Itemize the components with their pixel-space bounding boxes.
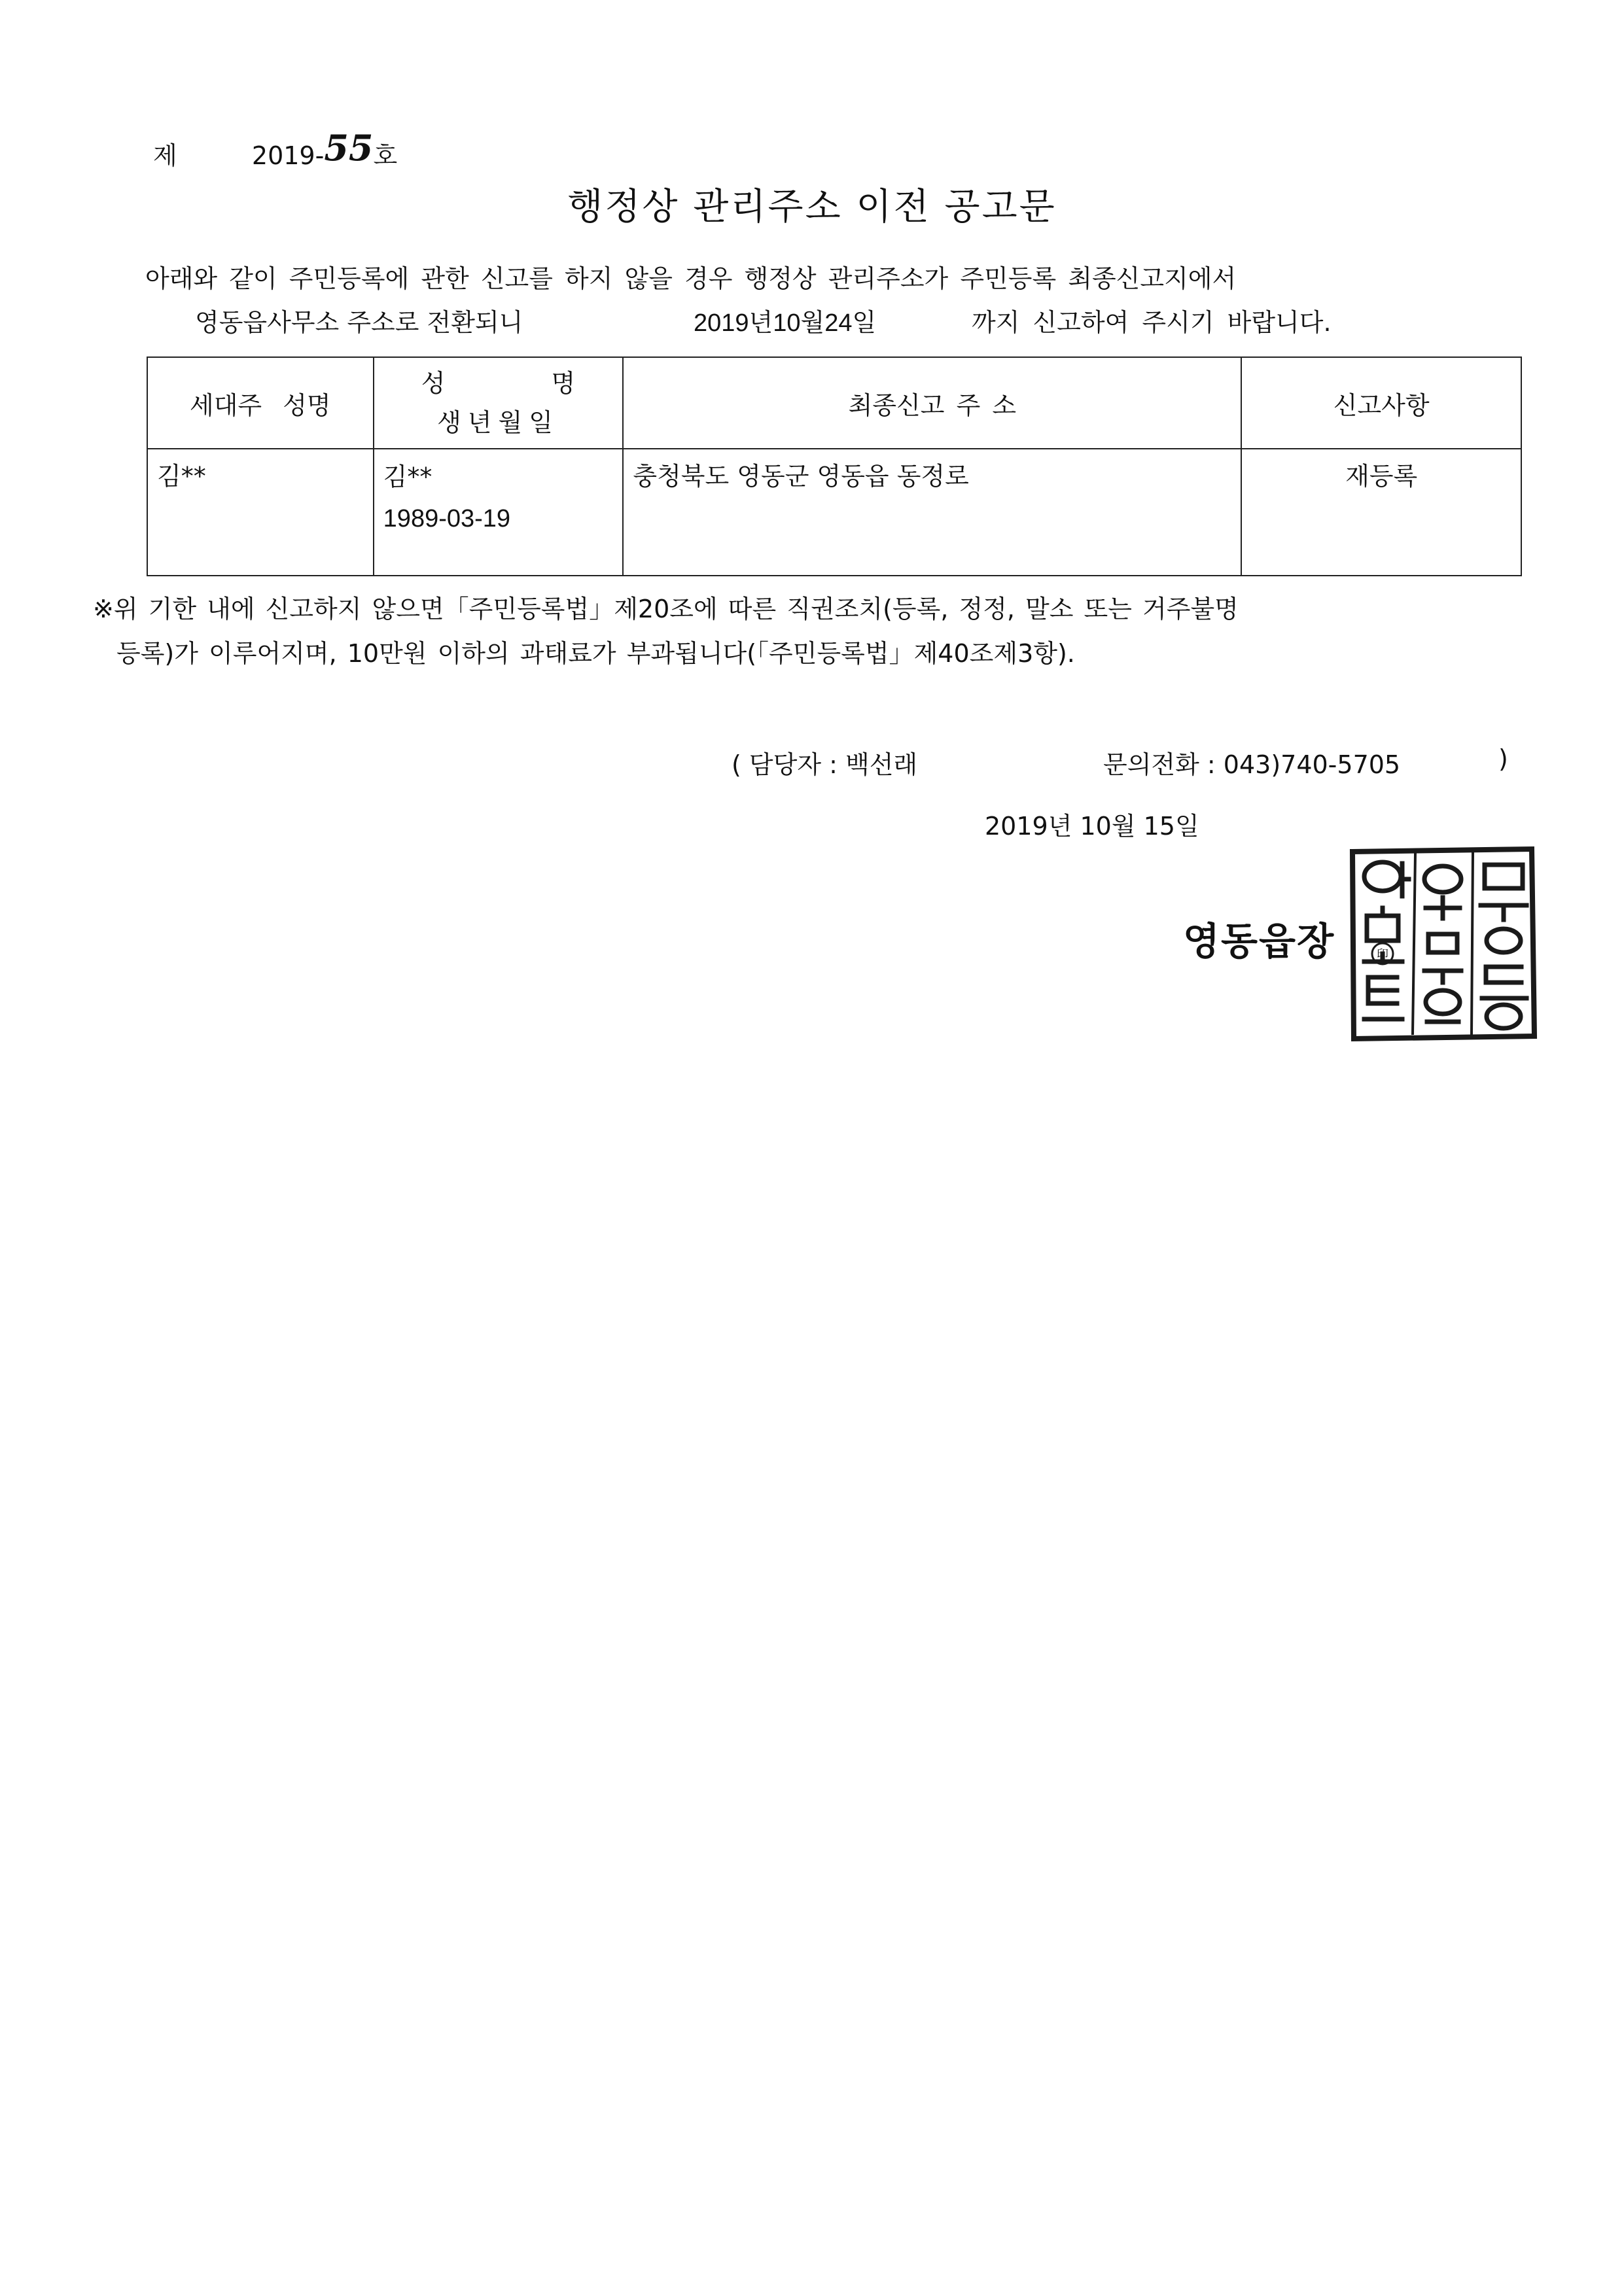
signature-title: 영동읍장 bbox=[1183, 919, 1335, 964]
cell-name: 김** bbox=[383, 462, 432, 491]
intro-line-1: 아래와 같이 주민등록에 관한 신고를 하지 않을 경우 행정상 관리주소가 주민등록 최종신고지에서 bbox=[145, 264, 1237, 293]
intro-line-2-lead: 영동읍사무소 주소로 전환되니 bbox=[195, 308, 523, 337]
doc-number-handwritten: 55 bbox=[324, 127, 374, 169]
page-title: 행정상 관리주소 이전 공고문 bbox=[567, 186, 1057, 228]
cell-address: 충청북도 영동군 영동읍 동정로 bbox=[623, 449, 1241, 576]
document-number bbox=[153, 127, 398, 173]
notice-table bbox=[147, 357, 1522, 576]
contact-close: ) bbox=[1498, 744, 1508, 773]
svg-text:印: 印 bbox=[1377, 948, 1388, 962]
doc-number-suffix: 호 bbox=[373, 141, 398, 170]
header-name: 성 명 bbox=[421, 369, 576, 398]
official-seal-icon bbox=[1345, 843, 1541, 1045]
intro-line-2-tail: 까지 신고하여 주시기 바랍니다. bbox=[972, 308, 1332, 337]
issue-date: 2019년 10월 15일 bbox=[985, 812, 1199, 841]
cell-report: 재등록 bbox=[1241, 449, 1521, 576]
deadline-date: 2019년10월24일 bbox=[694, 309, 877, 337]
header-head-of-household: 세대주 성명 bbox=[147, 357, 374, 449]
contact-person: ( 담당자 : 백선래 bbox=[732, 750, 918, 779]
intro-line-2 bbox=[195, 302, 1332, 338]
contact-info bbox=[732, 744, 1508, 780]
header-name-birth bbox=[374, 357, 624, 449]
cell-head-of-household: 김** bbox=[147, 449, 374, 576]
doc-number-prefix: 제 bbox=[153, 141, 177, 170]
doc-number-year: 2019- bbox=[251, 141, 325, 170]
note-line-2: 등록)가 이루어지며, 10만원 이하의 과태료가 부과됩니다(「주민등록법」제40조제3항). bbox=[116, 639, 1075, 668]
note-line-1: ※위 기한 내에 신고하지 않으면「주민등록법」제20조에 따른 직권조치(등록, 정정, 말소 또는 거주불명 bbox=[93, 595, 1239, 623]
table-row bbox=[147, 449, 1521, 576]
header-address: 최종신고 주 소 bbox=[623, 357, 1241, 449]
table-header-row bbox=[147, 357, 1521, 449]
contact-phone: 문의전화 : 043)740-5705 bbox=[1103, 750, 1401, 779]
header-birth: 생년월일 bbox=[437, 408, 559, 437]
cell-name-birth bbox=[374, 449, 624, 576]
cell-birth: 1989-03-19 bbox=[383, 505, 511, 532]
header-report: 신고사항 bbox=[1241, 357, 1521, 449]
